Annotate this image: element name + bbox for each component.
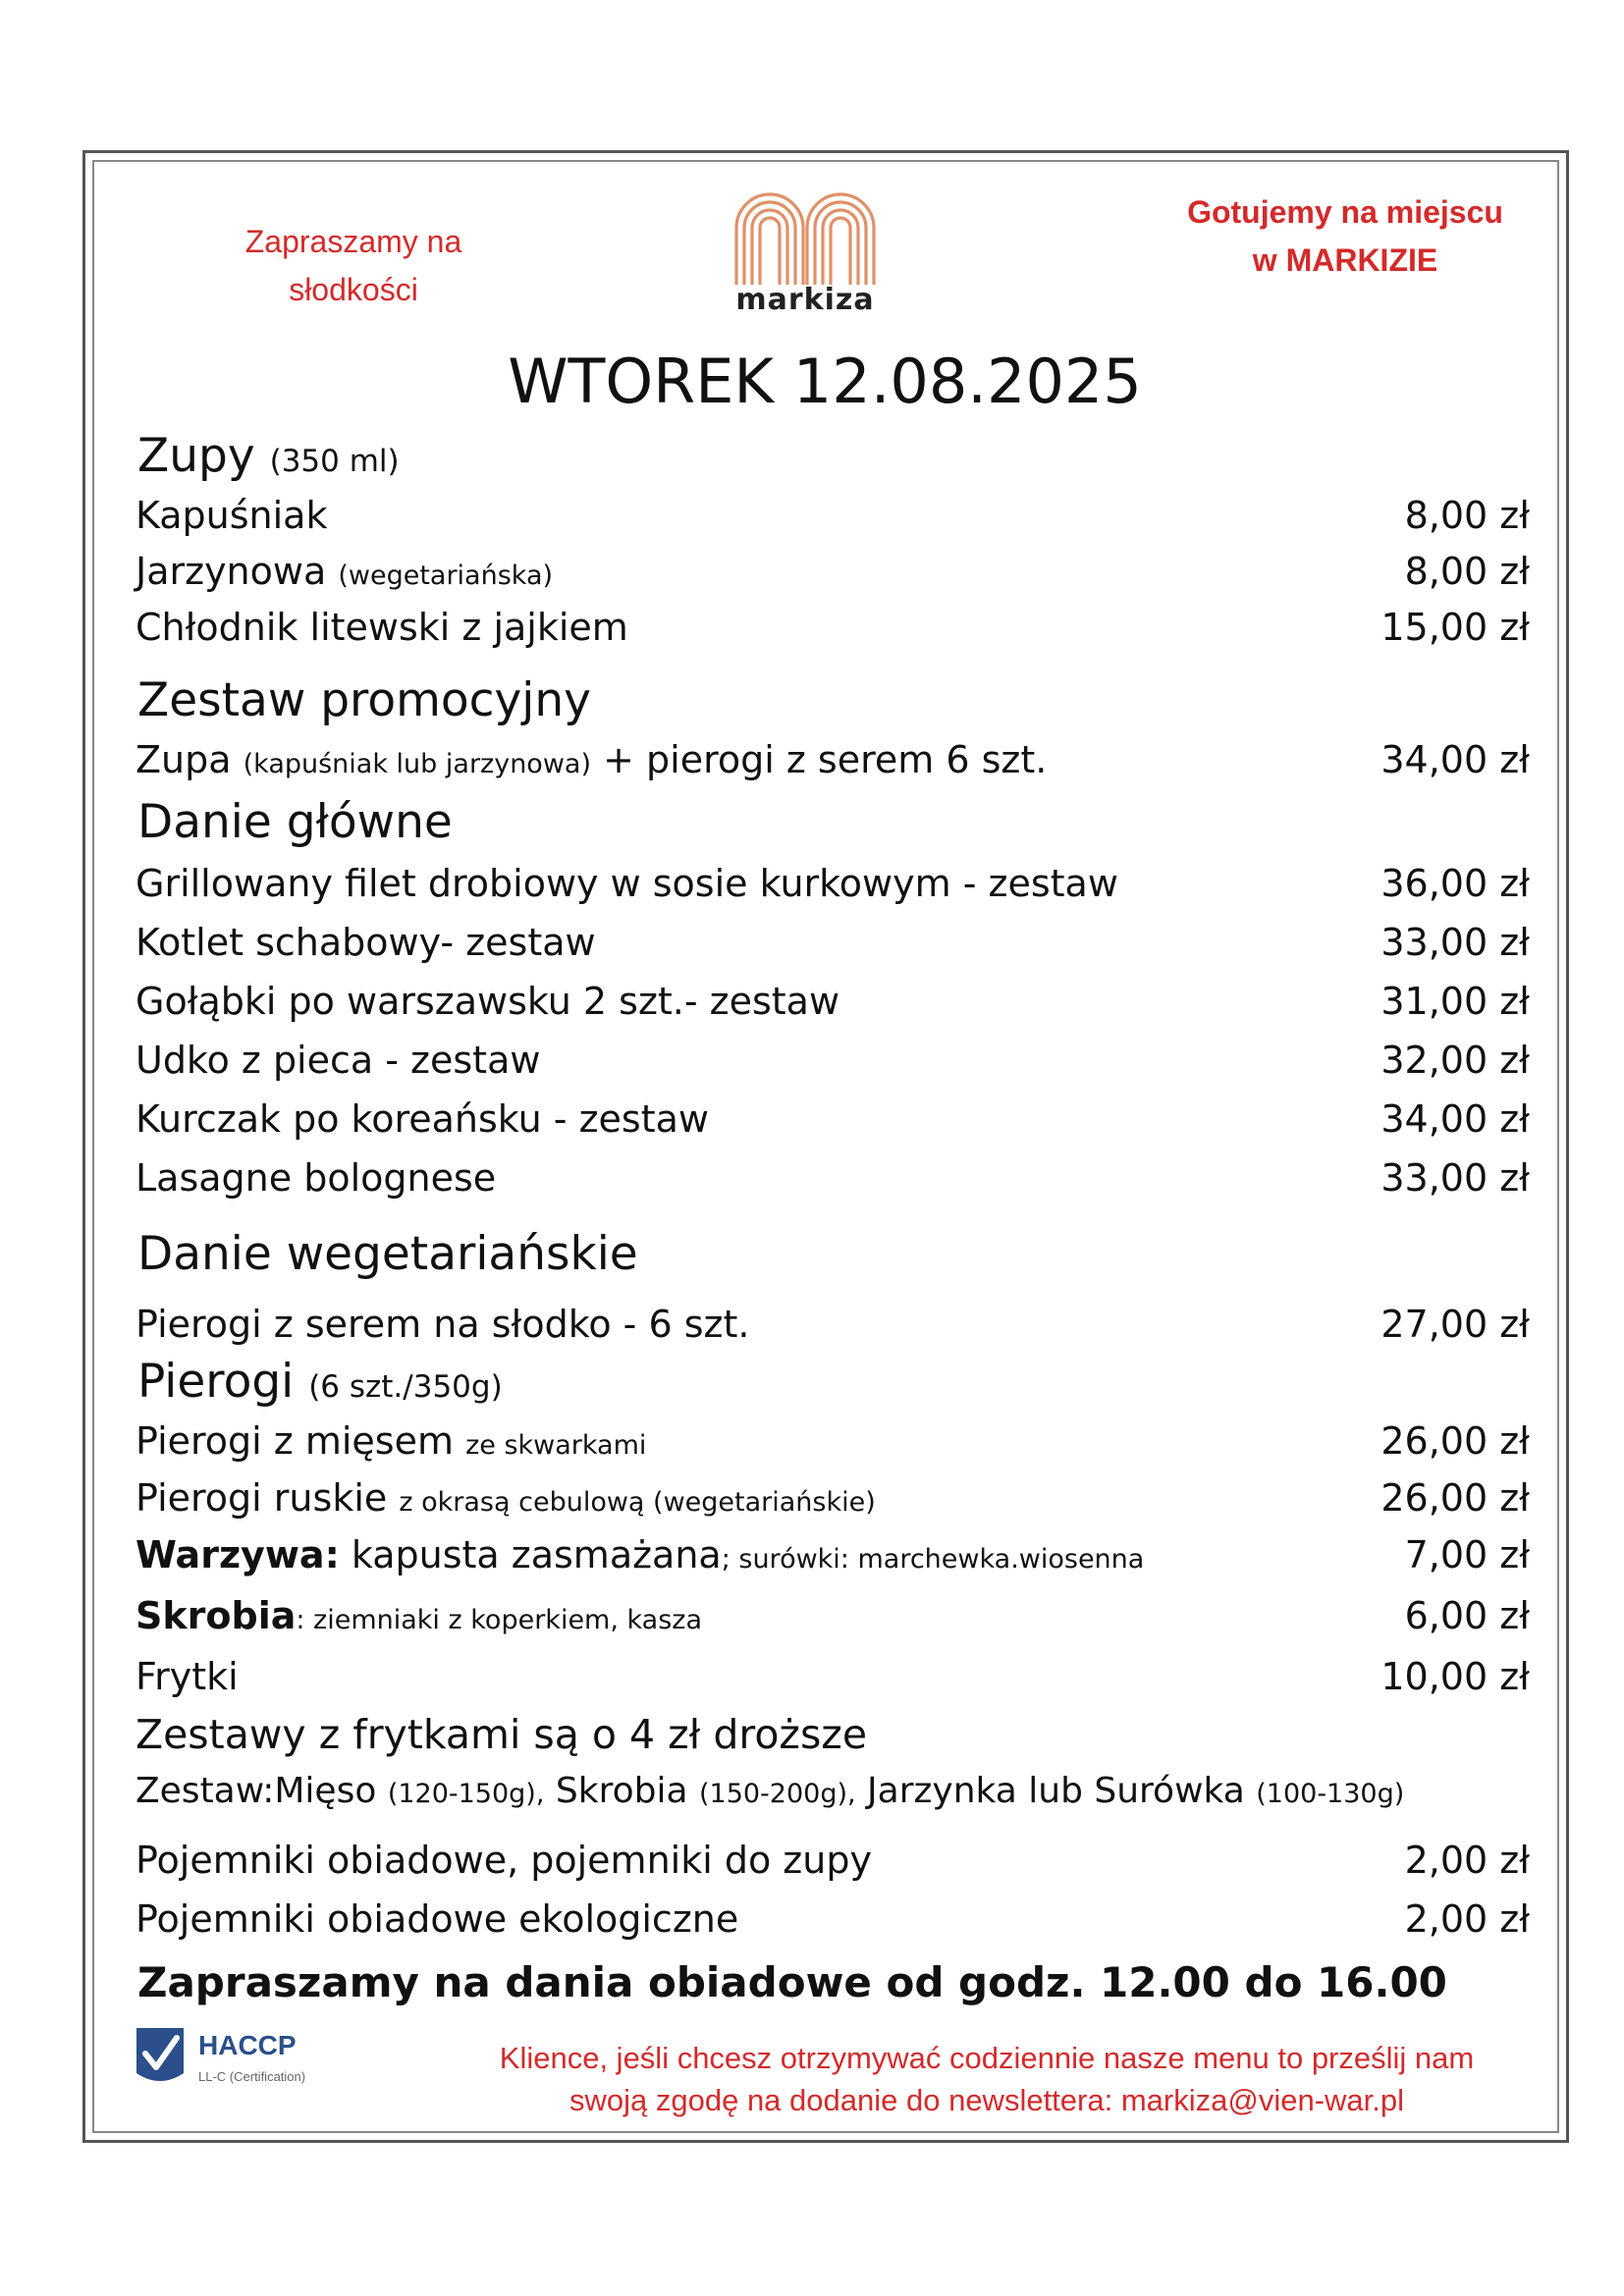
item-name: Pierogi z mięsem [135,1419,454,1463]
pierogi-heading [137,1355,503,1409]
cooking-note-line1: Gotujemy na miejscu [1187,194,1503,230]
menu-item [135,494,1530,543]
item-name: Jarzynowa [135,550,327,593]
pierogi-heading-label: Pierogi [137,1355,295,1409]
item-price: 34,00 zł [1380,1097,1530,1141]
opening-hours: Zapraszamy na dania obiadowe od godz. 12.00 do 16.00 [137,1958,1447,2006]
menu-date-title: WTOREK 12.08.2025 [508,346,1142,417]
fries-item [135,1655,1530,1704]
item-price: 33,00 zł [1380,921,1530,964]
promo-name-wrap [135,738,1047,781]
item-price: 33,00 zł [1380,1156,1530,1200]
vegetables-value: kapusta zasmażana [351,1533,722,1576]
promo-name: Zupa [135,738,232,781]
set-veg-note: (100-130g) [1256,1779,1405,1809]
set-meat: Mięso [274,1771,377,1811]
item-price: 15,00 zł [1380,606,1530,649]
soups-heading-note: (350 ml) [269,444,400,479]
vegetables-note: ; surówki: marchewka.wiosenna [721,1544,1145,1575]
item-name: Chłodnik litewski z jajkiem [135,606,628,649]
item-price: 32,00 zł [1380,1039,1530,1082]
cooking-note [1159,188,1532,285]
set-starch-note: (150-200g), [698,1779,856,1809]
menu-item [135,862,1530,911]
item-name: Grillowany filet drobiowy w sosie kurkowym - zestaw [135,862,1118,905]
item-name: Gołąbki po warszawsku 2 szt.- zestaw [135,980,840,1023]
promo-price: 34,00 zł [1380,738,1530,781]
markiza-logo [727,188,884,334]
cooking-note-line2: w MARKIZIE [1252,242,1438,278]
promo-item [135,738,1530,787]
logo-wordmark: markiza [735,283,875,317]
promo-note: (kapuśniak lub jarzynowa) [243,749,591,779]
soups-heading [137,429,400,483]
item-name: Kapuśniak [135,494,328,537]
haccp-check-icon [134,2024,187,2089]
item-name: Kotlet schabowy- zestaw [135,921,596,964]
item-note: ze skwarkami [465,1430,647,1461]
sweets-invite [226,218,481,314]
container-price: 2,00 zł [1404,1897,1530,1941]
haccp-badge [134,2024,340,2095]
set-veg: Jarzynka lub Surówka [867,1771,1245,1811]
item-price: 8,00 zł [1404,494,1530,537]
fries-name: Frytki [135,1655,239,1698]
menu-item [135,1156,1530,1205]
container-item [135,1897,1530,1947]
item-note: (wegetariańska) [338,561,554,591]
item-name-wrap [135,1419,646,1463]
vegetables-item [135,1533,1530,1582]
set-starch: Skrobia [555,1771,688,1811]
container-name: Pojemniki obiadowe, pojemniki do zupy [135,1839,872,1882]
menu-item [135,1303,1530,1352]
set-meat-note: (120-150g), [387,1779,545,1809]
item-price: 27,00 zł [1380,1303,1530,1346]
vegetables-wrap [135,1533,1144,1576]
item-name-wrap [135,550,553,593]
item-price: 36,00 zł [1380,862,1530,905]
newsletter-line2: swoją zgodę na dodanie do newslettera: markiza@vien-war.pl [569,2083,1404,2117]
item-name: Pierogi ruskie [135,1476,388,1520]
fries-price: 10,00 zł [1380,1655,1530,1698]
menu-item [135,606,1530,655]
set-label: Zestaw: [135,1771,275,1811]
menu-item [135,1419,1530,1468]
container-price: 2,00 zł [1404,1839,1530,1882]
starch-wrap [135,1594,702,1637]
item-price: 26,00 zł [1380,1419,1530,1463]
promo-name-rest: + pierogi z serem 6 szt. [603,738,1048,781]
item-name: Lasagne bolognese [135,1156,497,1200]
vegetarian-heading: Danie wegetariańskie [137,1227,638,1281]
promo-heading: Zestaw promocyjny [137,673,591,727]
menu-item [135,1039,1530,1088]
starch-note: : ziemniaki z koperkiem, kasza [296,1605,703,1635]
mains-heading: Danie główne [137,795,453,849]
item-note: z okrasą cebulową (wegetariańskie) [399,1487,876,1518]
set-composition [135,1771,1404,1811]
fries-surcharge-note: Zestawy z frytkami są o 4 zł droższe [135,1711,868,1758]
starch-price: 6,00 zł [1404,1594,1530,1637]
pierogi-heading-note: (6 szt./350g) [308,1369,503,1405]
container-item [135,1839,1530,1888]
item-name: Udko z pieca - zestaw [135,1039,541,1082]
item-name: Kurczak po koreańsku - zestaw [135,1097,709,1141]
haccp-label: HACCP [198,2030,297,2060]
menu-item [135,1097,1530,1147]
item-price: 26,00 zł [1380,1476,1530,1520]
starch-label: Skrobia [135,1594,297,1637]
item-name: Pierogi z serem na słodko - 6 szt. [135,1303,750,1346]
container-name: Pojemniki obiadowe ekologiczne [135,1897,739,1941]
newsletter-line1: Klience, jeśli chcesz otrzymywać codziennie nasze menu to prześlij nam [499,2041,1475,2075]
menu-item [135,1476,1530,1525]
item-price: 8,00 zł [1404,550,1530,593]
markiza-logo-icon [732,188,878,287]
haccp-sub: LL-C (Certification) [198,2069,306,2084]
menu-item [135,980,1530,1029]
vegetables-price: 7,00 zł [1404,1533,1530,1576]
sweets-invite-line2: słodkości [289,272,418,307]
menu-item [135,550,1530,599]
item-name-wrap [135,1476,876,1520]
newsletter-note [432,2037,1542,2121]
starch-item [135,1594,1530,1643]
soups-heading-label: Zupy [137,429,255,483]
vegetables-label: Warzywa: [135,1533,340,1576]
menu-item [135,921,1530,970]
item-price: 31,00 zł [1380,980,1530,1023]
sweets-invite-line1: Zapraszamy na [244,224,462,259]
